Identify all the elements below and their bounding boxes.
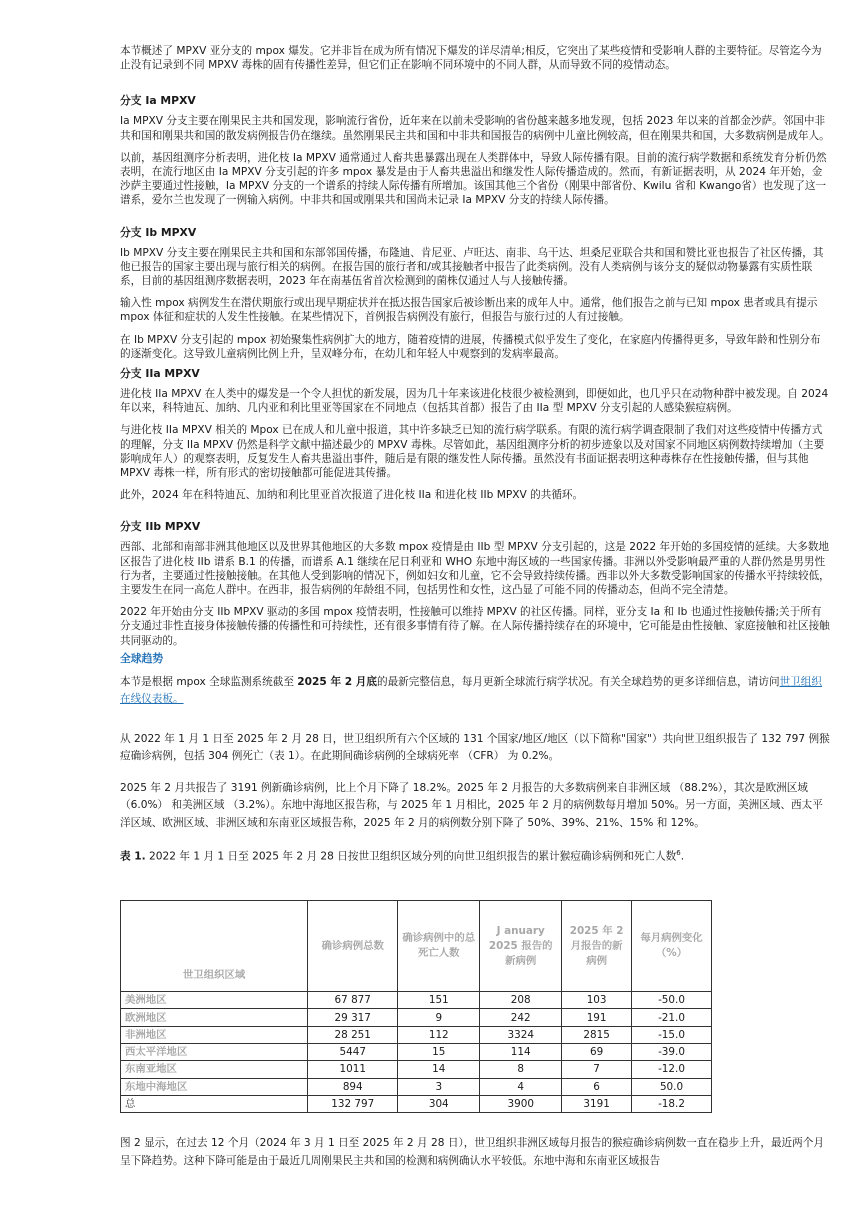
feb-cell: 7 [562,1061,632,1078]
region-cell: 东南亚地区 [121,1061,308,1078]
deaths-cell: 151 [398,992,480,1009]
total-cell: 894 [308,1078,398,1095]
feb-cell: 3191 [562,1095,632,1112]
global-p1-bold: 2025 年 2 月底 [297,675,377,688]
jan-cell: 4 [480,1078,562,1095]
deaths-cell: 14 [398,1061,480,1078]
header-total-deaths: 确诊病例中的总死亡人数 [398,901,480,992]
table-header-row [121,901,712,992]
region-cell: 非洲地区 [121,1026,308,1043]
total-cell: 132 797 [308,1095,398,1112]
clade-iib-paragraph-1: 西部、北部和南部非洲其他地区以及世界其他地区的大多数 mpox 疫情是由 IIb 型 MPXV 分支引起的，这是 2022 年开始的多国疫情的延续。大多数地区报告了进化枝 IIb 谱系 B.1 的传播，而谱系 A.1 继续在尼日利亚和 WHO 东地中海区域的一些国家传播。非洲以外受影响最严重的人群仍然是男男性行为者，主要通过性接触接触。在其他人受到影响的情况下，例如妇女和儿童，它不会导致持续传播。西非以外大多数受影响国家的传播水平持续较低，主要发生在同一高危人群中。在西非，报告病例的年龄组不同，包括男性和女性，这凸显了可能不同的传播动态，但尚不完全清楚。 [120,541,830,597]
total-cell: 1011 [308,1061,398,1078]
clade-ia-paragraph-1: Ia MPXV 分支主要在刚果民主共和国发现，影响流行省份，近年来在以前未受影响的省份越来越多地发现，包括 2023 年以来的首都金沙萨。邻国中非共和国和刚果共和国的散发病例报告仍在继续。虽然刚果民主共和国和中非共和国报告的病例中儿童比例较高，但在刚果共和国，大多数病例是成年人。 [120,115,830,142]
total-cell: 28 251 [308,1026,398,1043]
header-feb-cases: 2025 年 2 月报告的新病例 [562,901,632,992]
change-cell: 50.0 [632,1078,712,1095]
change-cell: -12.0 [632,1061,712,1078]
region-cell: 西太平洋地区 [121,1044,308,1061]
clade-iia-paragraph-2: 与进化枝 IIa MPXV 相关的 Mpox 已在成人和儿童中报道，其中许多缺乏已知的流行病学联系。有限的流行病学调查限制了我们对这些疫情中传播方式的理解，分支 IIa MPXV 仍然是科学文献中描述最少的 MPXV 毒株。尽管如此，基因组测序分析的初步迹象以及对国家不同地区病例数持续增加（主要影响成年人）的观察表明，反复发生人畜共患溢出事件，随后是有限的继发性人际传播。虽然没有书面证据表明这种毒株存在性接触传播，但与其他 MPXV 毒株一样，所有形式的密切接触都可能促进其传播。 [120,424,825,480]
who-dashboard-link[interactable]: 世卫组织在线仪表板。 [120,675,822,706]
intro-paragraph: 本节概述了 MPXV 亚分支的 mpox 爆发。它并非旨在成为所有情况下爆发的详尽清单;相反，它突出了某些疫情和受影响人群的主要特征。尽管迄今为止没有记录到不同 MPXV 毒株的固有传播性差异，但它们正在影响不同环境中的不同人群，从而导致不同的疫情动态。 [120,45,822,72]
global-trends-paragraph-2: 从 2022 年 1 月 1 日至 2025 年 2 月 28 日，世卫组织所有六个区域的 131 个国家/地区/地区（以下简称"国家"）共向世卫组织报告了 132 797 例猴痘确诊病例，包括 304 例死亡（表 1）。在此期间确诊病例的全球病死率 （CFR） 为 0.2%。 [120,732,830,763]
table-row [121,1061,712,1078]
table-row [121,1078,712,1095]
jan-cell: 208 [480,992,562,1009]
clade-ib-paragraph-1: Ib MPXV 分支主要在刚果民主共和国和东部邻国传播，布隆迪、肯尼亚、卢旺达、南非、乌干达、坦桑尼亚联合共和国和赞比亚也报告了社区传播，其他已报告的国家主要出现与旅行相关的病例。在报告国的旅行者和/或其接触者中报告了此类病例。没有人类病例与该分支的疑似动物暴露有实质性联系，目前的基因组测序数据表明，2023 年在南基伍省首次检测到的菌株仅通过人与人接触传播。 [120,246,824,288]
global-p1-text-b: 的最新完整信息，每月更新全球流行病学状况。有关全球趋势的更多详细信息，请访问 [377,675,780,688]
clade-ia-heading: 分支 Ia MPXV [120,94,196,108]
clade-iia-paragraph-1: 进化枝 IIa MPXV 在人类中的爆发是一个令人担忧的新发展，因为几十年来该进化枝很少被检测到，即便如此，也几乎只在动物种群中被发现。自 2024 年以来，科特迪瓦、加纳、几内亚和利比里亚等国家在不同地点（包括其首都）报告了由 IIa 型 MPXV 分支引起的人感染猴痘病例。 [120,388,829,415]
deaths-cell: 3 [398,1078,480,1095]
feb-cell: 2815 [562,1026,632,1043]
global-trends-paragraph-3: 2025 年 2 月共报告了 3191 例新确诊病例，比上个月下降了 18.2%。2025 年 2 月报告的大多数病例来自非洲区域 （88.2%），其次是欧洲区域 （6.0%） 和美洲区域 （3.2%）。东地中海地区报告称，与 2025 年 1 月相比，2025 年 2 月的病例数每月增加 50%。另一方面，美洲区域、西太平洋区域、欧洲区域、非洲区域和东南亚区域报告称，2025 年 2 月的病例数分别下降了 50%、39%、21%、15% 和 12%。 [120,781,823,829]
deaths-cell: 9 [398,1009,480,1026]
total-cell: 5447 [308,1044,398,1061]
jan-cell: 8 [480,1061,562,1078]
clade-iib-heading: 分支 IIb MPXV [120,520,201,534]
header-region: 世卫组织区域 [121,901,308,992]
jan-cell: 3324 [480,1026,562,1043]
clade-ia-paragraph-2: 以前，基因组测序分析表明，进化枝 Ia MPXV 通常通过人畜共患暴露出现在人类群体中，导致人际传播有限。目前的流行病学数据和系统发育分析仍然表明，在流行地区由 Ia MPXV 分支引起的许多 mpox 暴发是由于人畜共患溢出和继发性人际传播造成的。然而，有新证据表明，从 2024 年开始，金沙萨主要通过性接触，Ia MPXV 分支的一个谱系的持续人际传播有所增加。该国其他三个省份（刚果中部省份、Kwilu 省和 Kwango省）也发现了这一谱系，爱尔兰也发现了一例输入病例。中非共和国或刚果共和国尚未记录 Ia MPXV 分支的持续人际传播。 [120,151,827,207]
table-row [121,1044,712,1061]
deaths-cell: 15 [398,1044,480,1061]
clade-ib-heading: 分支 Ib MPXV [120,225,197,239]
table-caption-end: . [680,850,685,863]
global-trends-heading: 全球趋势 [120,651,164,665]
global-p1-text-a: 本节是根据 mpox 全球监测系统截至 [120,675,298,688]
clade-ib-paragraph-3: 在 Ib MPXV 分支引起的 mpox 初始聚集性病例扩大的地方，随着疫情的进展，传播模式似乎发生了变化，在家庭内传播得更多，导致年龄和性别分布的逐渐变化。这导致儿童病例比例上升，呈双峰分布，在幼儿和年轻人中观察到的发病率最高。 [120,333,821,360]
cases-table [120,900,712,1113]
region-cell: 总 [121,1095,308,1112]
region-cell: 欧洲地区 [121,1009,308,1026]
region-cell: 美洲地区 [121,992,308,1009]
table-caption-text: 2022 年 1 月 1 日至 2025 年 2 月 28 日按世卫组织区域分列的向世卫组织报告的累计猴痘确诊病例和死亡人数 [145,850,677,863]
jan-cell: 3900 [480,1095,562,1112]
change-cell: -39.0 [632,1044,712,1061]
jan-cell: 114 [480,1044,562,1061]
header-monthly-change: 每月病例变化 （%） [632,901,712,992]
total-cell: 67 877 [308,992,398,1009]
feb-cell: 69 [562,1044,632,1061]
clade-ib-paragraph-2: 输入性 mpox 病例发生在潜伏期旅行或出现早期症状并在抵达报告国家后被诊断出来的成年人中。通常，他们报告之前与已知 mpox 患者或具有提示 mpox 体征和症状的人发生性接触。在某些情况下，首例报告病例没有旅行，但报告与旅行过的人有过接触。 [120,297,818,324]
table-caption-footnote: 6 [676,849,681,858]
feb-cell: 191 [562,1009,632,1026]
total-cell: 29 317 [308,1009,398,1026]
change-cell: -50.0 [632,992,712,1009]
change-cell: -15.0 [632,1026,712,1043]
table-caption [120,846,830,864]
header-total-cases: 确诊病例总数 [308,901,398,992]
table-caption-label: 表 1. [120,850,146,863]
document-page [120,44,830,1170]
table-row [121,1026,712,1043]
table-row [121,1009,712,1026]
global-trends-paragraph-1 [120,674,830,709]
feb-cell: 103 [562,992,632,1009]
table-row [121,992,712,1009]
deaths-cell: 112 [398,1026,480,1043]
clade-iia-heading: 分支 IIa MPXV [120,367,200,381]
change-cell: -21.0 [632,1009,712,1026]
jan-cell: 242 [480,1009,562,1026]
change-cell: -18.2 [632,1095,712,1112]
clade-iia-paragraph-3: 此外，2024 年在科特迪瓦、加纳和利比里亚首次报道了进化枝 IIa 和进化枝 IIb MPXV 的共循环。 [120,489,584,502]
clade-iib-paragraph-2: 2022 年开始由分支 IIb MPXV 驱动的多国 mpox 疫情表明，性接触可以维持 MPXV 的社区传播。同样，亚分支 Ia 和 Ib 也通过性接触传播;关于所有分支通过非性直接身体接触传播的传播性和可持续性，还有很多事情有待了解。在人际传播持续存在的环境中，它可能是由性接触、家庭接触和社区接触共同驱动的。 [120,606,830,647]
header-jan-cases: J anuary 2025 报告的新病例 [480,901,562,992]
deaths-cell: 304 [398,1095,480,1112]
table-total-row [121,1095,712,1112]
region-cell: 东地中海地区 [121,1078,308,1095]
feb-cell: 6 [562,1078,632,1095]
figure-2-note: 图 2 显示，在过去 12 个月（2024 年 3 月 1 日至 2025 年 2 月 28 日），世卫组织非洲区域每月报告的猴痘确诊病例数一直在稳步上升，最近两个月呈下降趋势。这种下降可能是由于最近几周刚果民主共和国的检测和病例确认水平较低。东地中海和东南亚区域报告 [120,1137,824,1167]
